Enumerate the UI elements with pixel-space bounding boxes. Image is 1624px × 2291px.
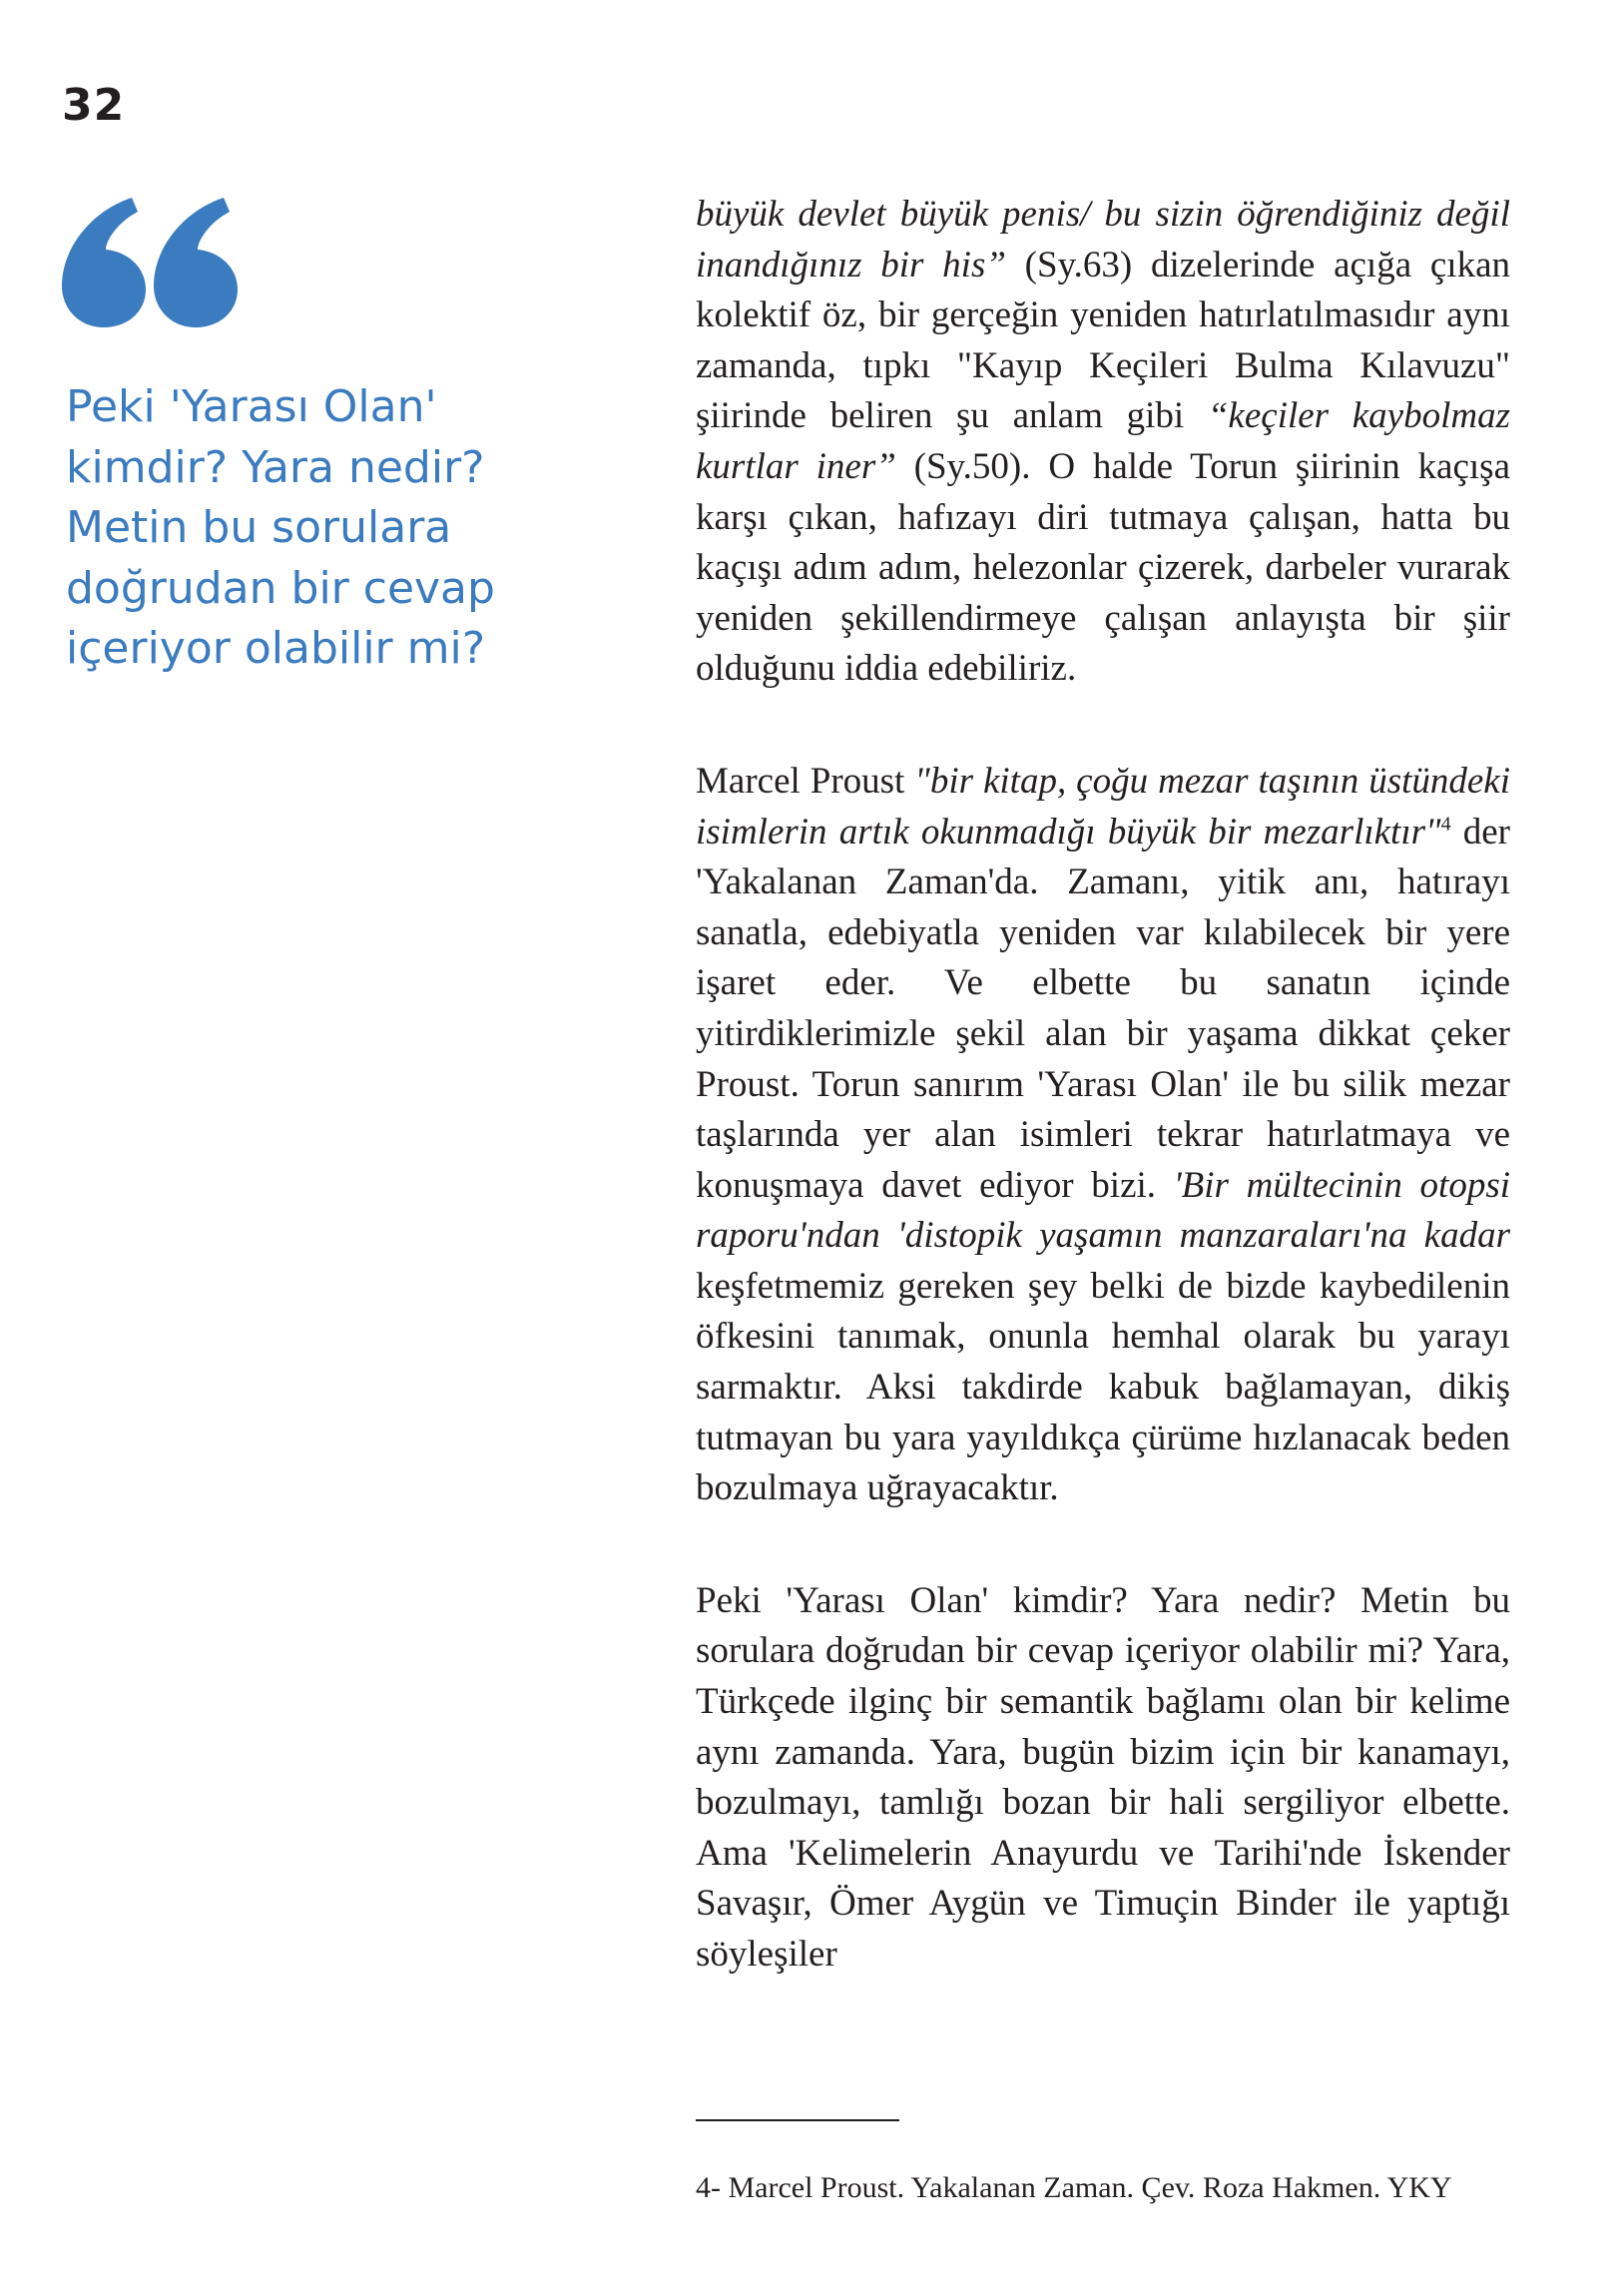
footnote: 4- Marcel Proust. Yakalanan Zaman. Çev. Roza Hakmen. YKY (696, 2171, 1452, 2204)
paragraph-1-text-a: (Sy.63) dizelerinde açığa çıkan kolektif öz, bir gerçeğin yeniden hatırlatılmasıdır aynı zamanda, tıpkı "Kayıp Keçileri Bulma Kılavuzu" şiirinde beliren şu anlam gibi (696, 244, 1510, 437)
footnote-reference[interactable]: 4 (1440, 813, 1451, 836)
paragraph-3: Peki 'Yarası Olan' kimdir? Yara nedir? Metin bu sorulara doğrudan bir cevap içeriyor olabilir mi? Yara, Türkçede ilginç bir semantik bağlamı olan bir kelime aynı zamanda. Yara, bugün bizim için bir kanamayı, bozulmayı, tamlığı bozan bir hali sergiliyor elbette. Ama 'Kelimelerin Anayurdu ve Tarihi'nde İskender Savaşır, Ömer Aygün ve Timuçin Binder ile yaptığı söyleşiler (696, 1579, 1510, 1975)
page-number: 32 (62, 80, 126, 131)
footnote-divider (696, 2119, 899, 2121)
quoted-titles: 'Bir mültecinin otopsi raporu'ndan 'distopik yaşamın manzaraları'na kadar (696, 1164, 1511, 1257)
double-quote-icon (62, 198, 238, 327)
paragraph-1-text-b: (Sy.50). O halde Torun şiirinin kaçışa karşı çıkan, hafızayı diri tutmaya çalışan, hatta bu kaçışı adım adım, helezonlar çizerek, darbeler vurarak yeniden şekillendirmeye çalışan anlayışta bir şiir olduğunu iddia edebiliriz. (696, 445, 1510, 690)
quoted-verse-1: büyük devlet büyük penis/ bu sizin öğrendiğiniz değil inandığınız bir his” (696, 194, 1510, 286)
paragraph-2-text-a: Marcel Proust (696, 760, 915, 802)
proust-quote: "bir kitap, çoğu mezar taşının üstündeki isimlerin artık okunmadığı büyük bir mezarlıktır" (696, 760, 1510, 853)
paragraph-1 (696, 190, 1510, 695)
pull-quote: Peki 'Yarası Olan' kimdir? Yara nedir? Metin bu sorulara doğrudan bir cevap içeriyor olabilir mi? (66, 381, 495, 674)
paragraph-2 (696, 757, 1510, 1514)
quoted-verse-2: “keçiler kaybolmaz kurtlar iner” (696, 395, 1510, 487)
body-text-column (696, 190, 1510, 2042)
paragraph-2-text-b: der 'Yakalanan Zaman'da. Zamanı, yitik anı, hatırayı sanatla, edebiyatla yeniden var kılabilecek bir yere işaret eder. Ve elbette bu sanatın içinde yitirdiklerimizle şekil alan bir yaşama dikkat çeker Proust. Torun sanırım 'Yarası Olan' ile bu silik mezar taşlarında yer alan isimleri tekrar hatırlatmaya ve konuşmaya davet ediyor bizi. (696, 811, 1510, 1206)
paragraph-2-text-c: keşfetmemiz gereken şey belki de bizde kaybedilenin öfkesini tanımak, onunla hemhal olarak bu yarayı sarmaktır. Aksi takdirde kabuk bağlamayan, dikiş tutmayan bu yara yayıldıkça çürüme hızlanacak beden bozulmaya uğrayacaktır. (696, 1265, 1510, 1509)
